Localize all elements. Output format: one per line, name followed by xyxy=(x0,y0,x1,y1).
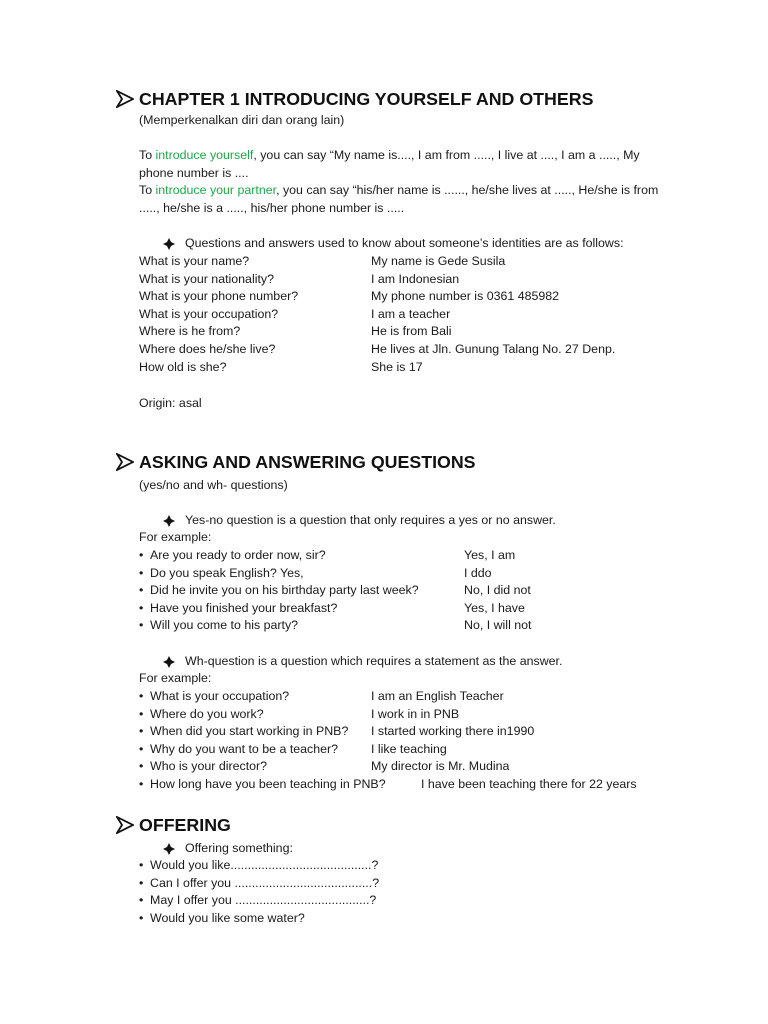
diamond-bullet-icon xyxy=(163,843,175,855)
chapter1-heading-text: CHAPTER 1 INTRODUCING YOURSELF AND OTHERS xyxy=(139,89,594,109)
answer-text: I am Indonesian xyxy=(371,271,460,286)
bullet-dot: • xyxy=(139,583,144,598)
paragraph-text: , you can say “his/her name is ......, he/she lives at ....., He/she is from ....., he/she is a ....., his/her phone number is ..... xyxy=(139,183,659,215)
offer-text: Can I offer you ........................................? xyxy=(150,875,380,890)
answer-text: My phone number is 0361 485982 xyxy=(371,289,560,304)
question-text: Do you speak English? Yes, xyxy=(150,565,304,580)
paragraph-text: To xyxy=(139,148,156,162)
answer-text: I started working there in1990 xyxy=(371,724,535,739)
yesno-for-example: For example: xyxy=(139,530,212,544)
arrowhead-icon xyxy=(116,90,134,108)
answer-text: She is 17 xyxy=(371,359,423,374)
asking-heading-text: ASKING AND ANSWERING QUESTIONS xyxy=(139,452,476,472)
question-text: Who is your director? xyxy=(150,759,268,774)
answer-text: I have been teaching there for 22 years xyxy=(421,776,637,791)
answer-text: I am an English Teacher xyxy=(371,689,504,703)
bullet-dot: • xyxy=(139,910,144,925)
answer-text: I am a teacher xyxy=(371,306,451,321)
yesno-bullet xyxy=(163,512,556,530)
question-text: Where do you work? xyxy=(150,706,264,721)
answer-text: My name is Gede Susila xyxy=(371,254,506,268)
answer-text: Yes, I am xyxy=(464,548,516,562)
bullet-text: Yes-no question is a question that only requires a yes or no answer. xyxy=(185,513,556,527)
question-text: Where is he from? xyxy=(139,324,241,339)
bullet-text: Questions and answers used to know about someone’s identities are as follows: xyxy=(185,236,624,250)
answer-text: My director is Mr. Mudina xyxy=(371,759,510,774)
question-text: Will you come to his party? xyxy=(150,618,299,633)
answer-text: He lives at Jln. Gunung Talang No. 27 Denp. xyxy=(371,341,616,356)
offer-text: May I offer you .......................................? xyxy=(150,893,377,908)
question-text: Are you ready to order now, sir? xyxy=(150,548,326,562)
bullet-text: Wh-question is a question which requires a statement as the answer. xyxy=(185,654,563,668)
question-text: What is your occupation? xyxy=(139,306,279,321)
question-text: Did he invite you on his birthday party last week? xyxy=(150,583,419,598)
wh-for-example: For example: xyxy=(139,671,212,685)
bullet-dot: • xyxy=(139,565,144,580)
diamond-bullet-icon xyxy=(163,238,175,250)
wh-bullet xyxy=(163,653,562,671)
intro-partner-paragraph xyxy=(139,182,669,217)
bullet-dot: • xyxy=(139,689,144,703)
introduce-partner-term: introduce your partner xyxy=(155,183,277,197)
offer-text: Would you like some water? xyxy=(150,910,305,925)
question-text: What is your nationality? xyxy=(139,271,274,286)
answer-text: I work in in PNB xyxy=(371,706,460,721)
bullet-dot: • xyxy=(139,741,144,756)
bullet-dot: • xyxy=(139,618,144,633)
question-text: How old is she? xyxy=(139,359,227,374)
question-text: How long have you been teaching in PNB? xyxy=(150,776,386,791)
question-text: Where does he/she live? xyxy=(139,341,276,356)
answer-text: I ddo xyxy=(464,565,492,580)
introduce-yourself-term: introduce yourself xyxy=(155,148,254,162)
question-text: Have you finished your breakfast? xyxy=(150,600,338,615)
question-text: Why do you want to be a teacher? xyxy=(150,741,339,756)
bullet-dot: • xyxy=(139,858,144,872)
diamond-bullet-icon xyxy=(163,515,175,527)
offer-text: Would you like.........................................? xyxy=(150,858,379,872)
bullet-text: Offering something: xyxy=(185,841,293,855)
paragraph-text: To xyxy=(139,183,156,197)
question-text: What is your occupation? xyxy=(150,689,290,703)
answer-text: No, I will not xyxy=(464,618,532,633)
offering-heading xyxy=(116,814,231,836)
question-text: When did you start working in PNB? xyxy=(150,724,349,739)
paragraph-text: , you can say “My name is...., I am from ....., I live at ...., I am a ....., My phone number is .... xyxy=(139,148,640,180)
bullet-dot: • xyxy=(139,724,144,739)
chapter1-subtitle: (Memperkenalkan diri dan orang lain) xyxy=(139,113,345,127)
chapter1-heading xyxy=(116,88,593,110)
offering-bullet xyxy=(163,840,293,858)
identity-questions-bullet xyxy=(163,235,624,253)
bullet-dot: • xyxy=(139,548,144,562)
bullet-dot: • xyxy=(139,875,144,890)
answer-text: Yes, I have xyxy=(464,600,525,615)
bullet-dot: • xyxy=(139,776,144,791)
bullet-dot: • xyxy=(139,600,144,615)
question-text: What is your name? xyxy=(139,254,250,268)
origin-note: Origin: asal xyxy=(139,396,202,410)
bullet-dot: • xyxy=(139,706,144,721)
asking-subtitle: (yes/no and wh- questions) xyxy=(139,478,288,492)
bullet-dot: • xyxy=(139,893,144,908)
answer-text: I like teaching xyxy=(371,741,447,756)
diamond-bullet-icon xyxy=(163,656,175,668)
question-text: What is your phone number? xyxy=(139,289,299,304)
answer-text: No, I did not xyxy=(464,583,531,598)
arrowhead-icon xyxy=(116,453,134,471)
arrowhead-icon xyxy=(116,816,134,834)
offering-heading-text: OFFERING xyxy=(139,815,231,835)
bullet-dot: • xyxy=(139,759,144,774)
intro-yourself-paragraph xyxy=(139,147,669,182)
asking-heading xyxy=(116,451,476,473)
answer-text: He is from Bali xyxy=(371,324,452,339)
